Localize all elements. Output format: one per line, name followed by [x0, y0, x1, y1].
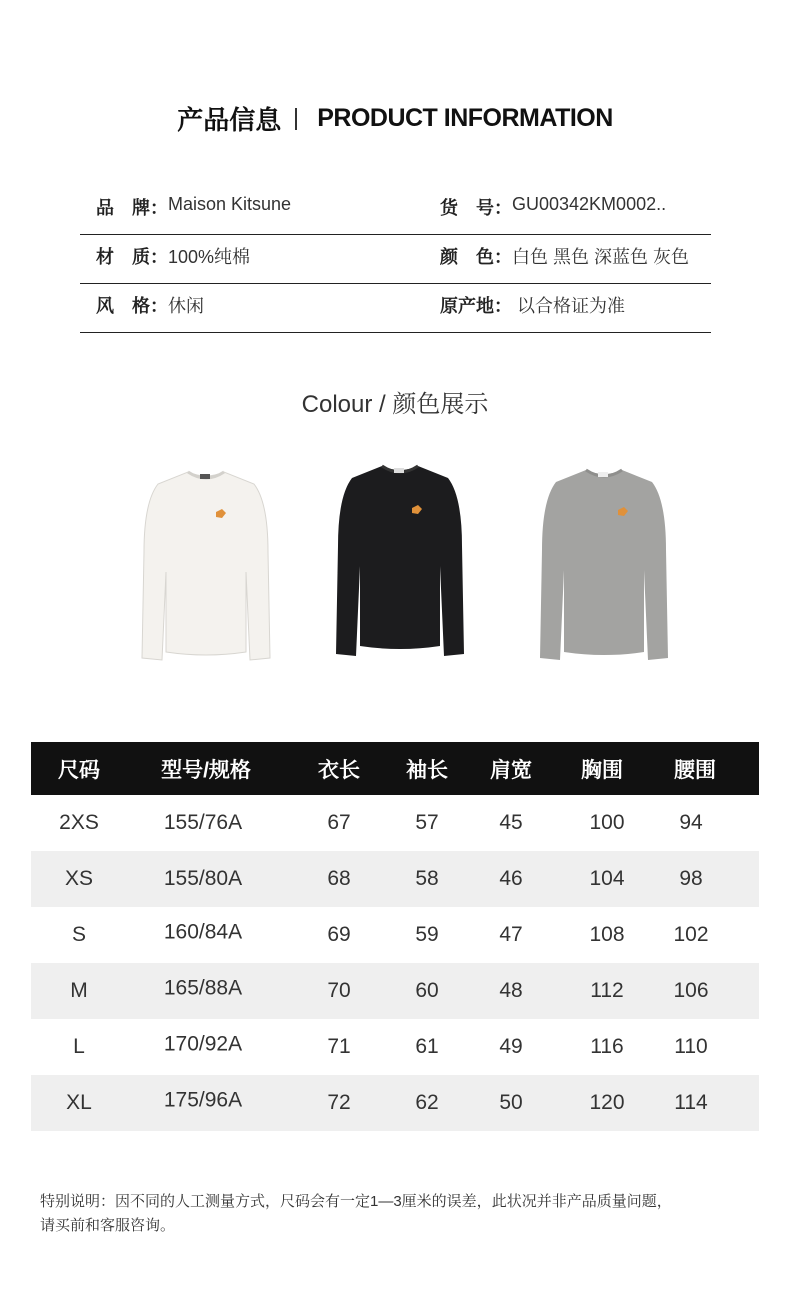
header-length: 衣长 — [318, 758, 360, 782]
note-line-2: 请买前和客服咨询。 — [40, 1217, 176, 1234]
sweater-image-white[interactable] — [136, 462, 276, 664]
origin-label: 原产地： — [440, 296, 512, 316]
info-row — [80, 284, 711, 333]
sweater-image-black[interactable] — [330, 462, 470, 664]
cell-length: 71 — [327, 1035, 351, 1058]
cell-shoulder: 45 — [499, 811, 523, 834]
cell-size: L — [73, 1035, 85, 1058]
table-row — [31, 963, 759, 1019]
cell-model: 155/80A — [163, 867, 243, 890]
header-chest: 胸围 — [581, 758, 623, 782]
cell-model: 165/88A — [163, 976, 243, 1000]
cell-size: XL — [66, 1091, 92, 1114]
brand-label: 品 牌： — [96, 198, 168, 218]
cell-chest: 104 — [589, 867, 625, 890]
table-row — [31, 1019, 759, 1075]
measurement-note — [40, 1190, 740, 1238]
cell-sleeve: 58 — [415, 867, 439, 890]
info-row — [80, 235, 711, 284]
cell-shoulder: 48 — [499, 979, 523, 1002]
cell-waist: 98 — [679, 867, 703, 890]
cell-sleeve: 57 — [415, 811, 439, 834]
cell-chest: 120 — [589, 1091, 625, 1114]
cell-sleeve: 59 — [415, 923, 439, 946]
sku-value: GU00342KM0002.. — [512, 194, 667, 214]
cell-shoulder: 50 — [499, 1091, 523, 1114]
brand-value: Maison Kitsune — [168, 194, 292, 214]
header-model: 型号/规格 — [161, 758, 251, 782]
title-cn: 产品信息 — [177, 105, 282, 135]
cell-size: M — [70, 979, 88, 1002]
cell-model: 155/76A — [163, 811, 243, 834]
cell-length: 72 — [327, 1091, 351, 1114]
cell-model: 175/96A — [163, 1088, 243, 1112]
color-label: 颜 色： — [440, 247, 512, 267]
table-row — [31, 851, 759, 907]
cell-sleeve: 60 — [415, 979, 439, 1002]
style-label: 风 格： — [96, 296, 168, 316]
material-label: 材 质： — [96, 247, 168, 267]
sweater-body — [336, 466, 464, 656]
cell-length: 68 — [327, 867, 351, 890]
style-value: 休闲 — [168, 296, 204, 316]
cell-shoulder: 49 — [499, 1035, 523, 1058]
cell-sleeve: 62 — [415, 1091, 439, 1114]
cell-chest: 100 — [589, 811, 625, 834]
table-row — [31, 1075, 759, 1131]
cell-shoulder: 46 — [499, 867, 523, 890]
header-waist: 腰围 — [674, 758, 716, 782]
cell-size: S — [71, 923, 87, 946]
cell-waist: 114 — [674, 1091, 708, 1114]
cell-length: 70 — [327, 979, 351, 1002]
size-chart-table — [31, 742, 759, 1131]
info-row — [80, 186, 711, 235]
sku-label: 货 号： — [440, 198, 512, 218]
cell-shoulder: 47 — [499, 923, 523, 946]
origin-value: 以合格证为准 — [512, 296, 626, 316]
cell-chest: 116 — [590, 1035, 624, 1058]
color-value: 白色 黑色 深蓝色 灰色 — [512, 247, 690, 267]
cell-size: 2XS — [59, 811, 99, 834]
cell-waist: 110 — [674, 1035, 708, 1058]
cell-waist: 106 — [673, 979, 709, 1002]
note-line-1: 特别说明：因不同的人工测量方式，尺码会有一定1—3厘米的误差，此状况并非产品质量问题， — [40, 1193, 672, 1210]
table-header — [31, 742, 759, 795]
table-row — [31, 795, 759, 851]
colour-section-title: Colour / 颜色展示 — [301, 391, 489, 418]
cell-length: 69 — [327, 923, 351, 946]
sweater-body — [540, 470, 668, 660]
material-value: 100%纯棉 — [168, 247, 251, 267]
cell-chest: 112 — [590, 979, 624, 1002]
cell-model: 160/84A — [163, 920, 243, 944]
cell-chest: 108 — [589, 923, 625, 946]
section-title — [0, 100, 790, 137]
title-divider — [295, 108, 297, 130]
cell-waist: 94 — [679, 811, 703, 834]
cell-waist: 102 — [673, 923, 709, 946]
header-sleeve: 袖长 — [406, 758, 448, 782]
cell-length: 67 — [327, 811, 351, 834]
cell-size: XS — [64, 867, 94, 890]
product-info-table — [80, 186, 711, 333]
cell-sleeve: 61 — [415, 1035, 439, 1058]
cell-model: 170/92A — [163, 1032, 243, 1056]
sweater-body — [142, 472, 270, 660]
header-shoulder: 肩宽 — [490, 758, 532, 782]
table-row — [31, 907, 759, 963]
title-en: PRODUCT INFORMATION — [317, 104, 613, 132]
sweater-image-grey[interactable] — [534, 462, 674, 664]
header-size: 尺码 — [58, 758, 100, 782]
